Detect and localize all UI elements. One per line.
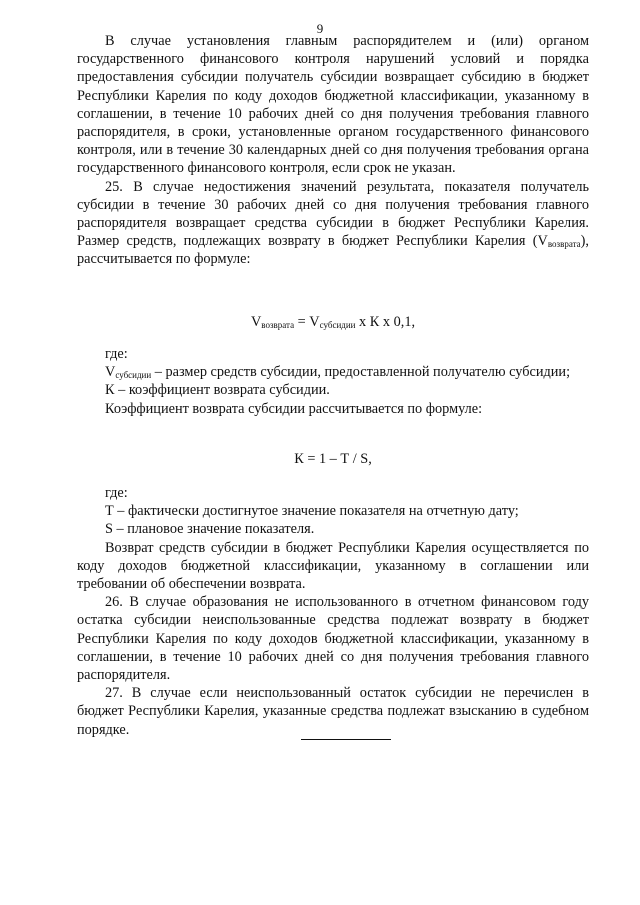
formula-equals-v: = V <box>294 314 320 330</box>
k-formula-intro: Коэффициент возврата субсидии рассчитывается по формуле: <box>105 400 483 417</box>
paragraph-25-tail-subscript: возврата <box>547 239 581 250</box>
paragraph-25 <box>77 178 589 269</box>
paragraph-25-tail-after: ), рассчитывается по формуле: <box>77 233 589 268</box>
definition-v-subscript: субсидии <box>115 370 152 381</box>
paragraph-26: 26. В случае образования не использованного в отчетном финансовом году остатка субсидии неиспользованные средства подлежат возврату в бюджет Республики Карелия по коду доходов бюджетной классификации, указанному в соглашении, в течение 10 рабочих дней со дня получения требования главного распорядителя. <box>77 594 589 684</box>
definition-v-subsidy <box>77 363 589 381</box>
definition-s: S – плановое значение показателя. <box>105 521 315 538</box>
where-label-2: где: <box>105 485 128 501</box>
closing-separator-line <box>301 739 391 740</box>
paragraph-25-tail-before: Размер средств, подлежащих возврату в бюджет Республики Карелия (V <box>77 233 548 250</box>
formula-v-letter: V <box>250 314 262 330</box>
formula-v-subsidy-subscript: субсидии <box>319 320 356 330</box>
formula-coefficient: К = 1 – Т / S, <box>294 451 372 467</box>
definition-t: Т – фактически достигнутое значение показателя на отчетную дату; <box>105 503 519 520</box>
text-block-definitions-2 <box>77 484 589 739</box>
paragraph-return-code: Возврат средств субсидии в бюджет Республики Карелия осуществляется по коду доходов бюджетной классификации, указанному в соглашении или требовании об обеспечении возврата. <box>77 539 589 593</box>
formula-rest: x К x 0,1, <box>355 314 416 330</box>
definition-k: К – коэффициент возврата субсидии. <box>105 382 330 399</box>
formula-refund-amount <box>77 313 589 331</box>
paragraph-25-text: 25. В случае недостижения значений результата, показателя получатель субсидии в течение 30 рабочих дней со дня получения требования главного распорядителя возвращает средства субсидии в бюджет Республики Карелия. <box>77 178 589 232</box>
formula-v-return-subscript: возврата <box>261 320 295 330</box>
paragraph-27: 27. В случае если неиспользованный остаток субсидии не перечислен в бюджет Республики Карелия, указанные средства подлежат взысканию в судебном порядке. <box>77 685 589 738</box>
page-number: 9 <box>316 21 324 36</box>
where-label-1: где: <box>105 346 128 362</box>
text-block-definitions-1 <box>77 345 589 418</box>
definition-v-letter: V <box>105 364 116 381</box>
text-block-refund-terms <box>77 32 589 269</box>
definition-v-text: – размер средств субсидии, предоставленной получателю субсидии; <box>151 364 571 381</box>
paragraph-violation-refund: В случае установления главным распорядителем и (или) органом государственного финансового контроля нарушений условий и порядка предоставления субсидии получатель субсидии возвращает субсидию в бюджет Республики Карелия по коду доходов бюджетной классификации, указанному в соглашении, в течение 10 рабочих дней со дня получения требования главного распорядителя, в сроки, установленные органом государственного финансового контроля, или в течение 30 календарных дней со дня получения требования органа государственного финансового контроля, если срок не указан. <box>77 33 589 177</box>
